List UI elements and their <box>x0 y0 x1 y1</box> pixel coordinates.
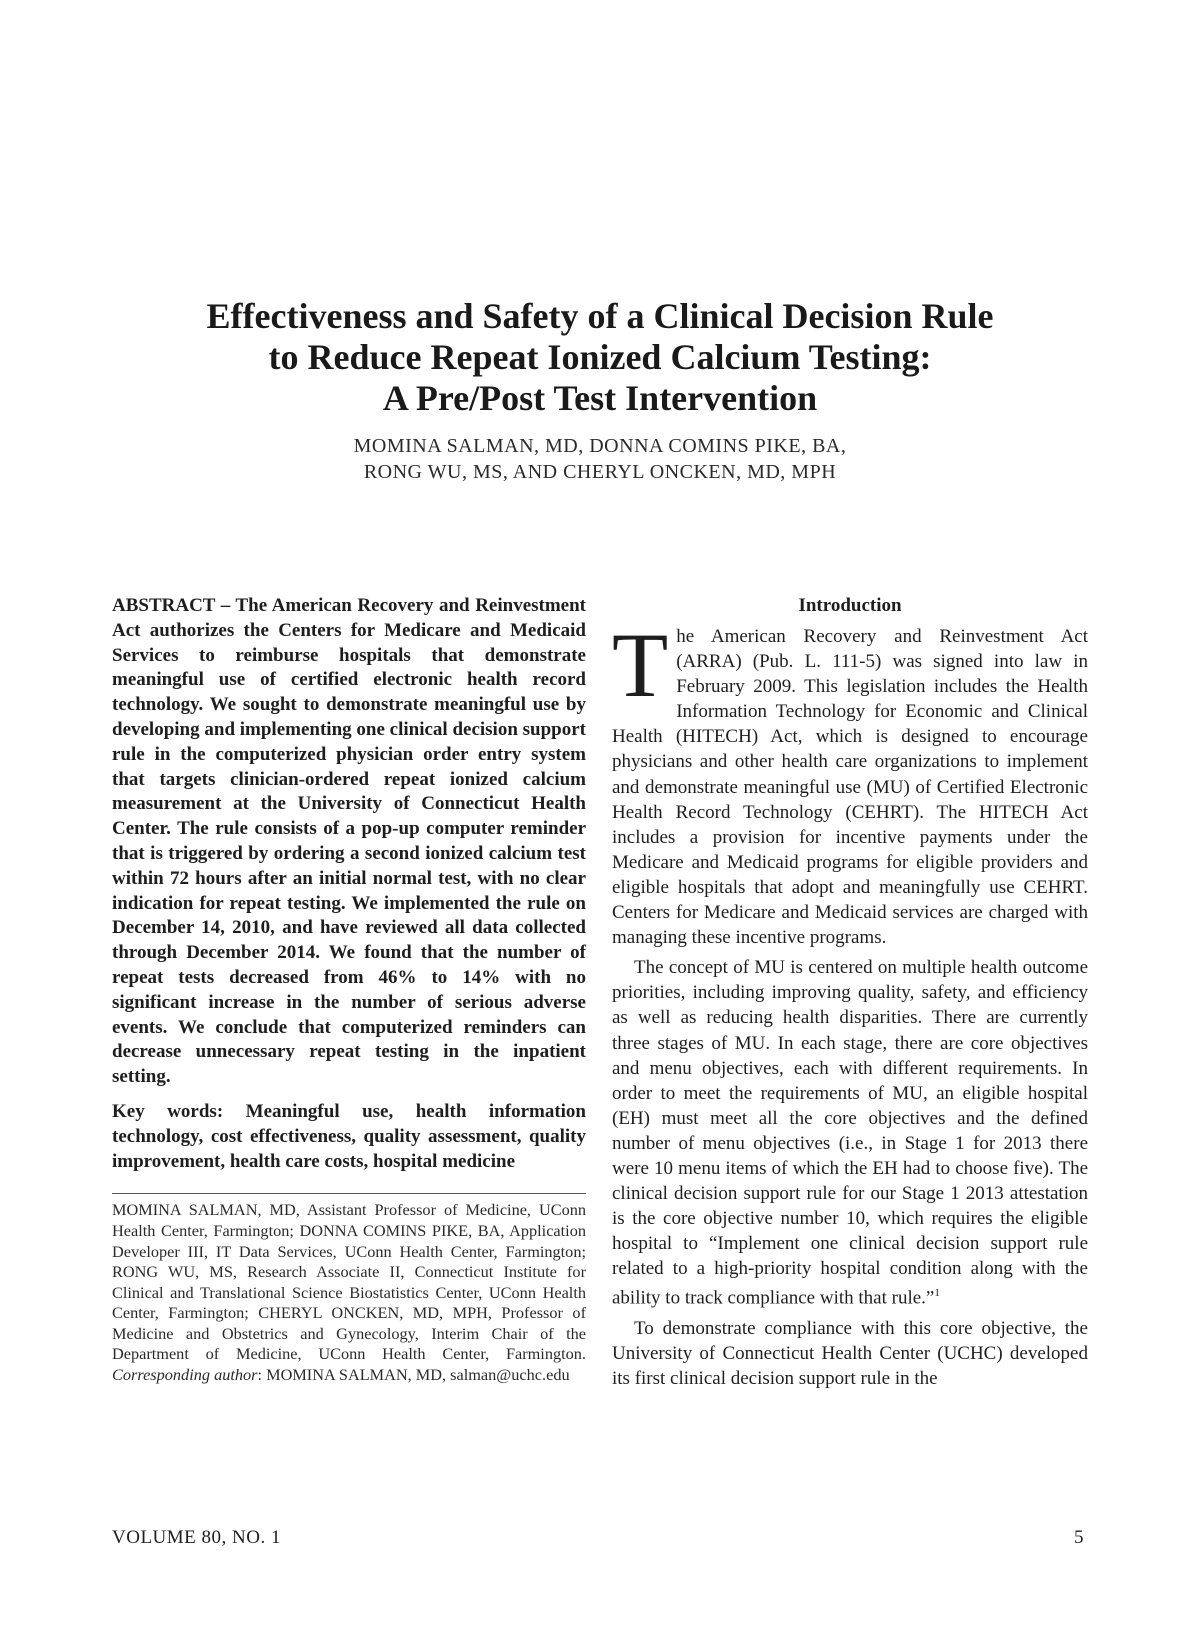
article-title <box>120 296 1080 419</box>
keywords: Key words: Meaningful use, health information technology, cost effectiveness, quality assessment, quality improvement, health care costs, hospital medicine <box>112 1100 586 1172</box>
section-heading-introduction: Introduction <box>798 595 902 616</box>
title-line: Effectiveness and Safety of a Clinical Decision Rule <box>206 296 994 336</box>
left-column <box>112 594 586 1386</box>
intro-paragraph-text: The concept of MU is centered on multiple health outcome priorities, including improving quality, safety, and efficiency as well as reducing health disparities. There are currently three stages of MU. In each stage, there are core objectives and menu objectives, each with different requirements. In order to meet the requirements of MU, an eligible hospital (EH) must meet all the core objectives and the defined number of menu objectives (i.e., in Stage 1 for 2013 there were 10 menu items of which the EH had to choose five). The clinical decision support rule for our Stage 1 2013 attestation is the core objective number 10, which requires the eligible hospital to “Implement one clinical decision support rule related to a high-priority hospital condition along with the ability to track compliance with that rule.” <box>612 957 1088 1309</box>
author-affiliations <box>112 1200 586 1385</box>
intro-paragraph-text: he American Recovery and Reinvestment Act (ARRA) (Pub. L. 111-5) was signed into law in February 2009. This legislation includes the Health Information Technology for Economic and Clinical Health (HITECH) Act, which is designed to encourage physicians and other health care organizations to implement and demonstrate meaningful use (MU) of Certified Electronic Health Record Technology (CEHRT). The HITECH Act includes a provision for incentive payments under the Medicare and Medicaid programs for eligible providers and eligible hospitals that adopt and meaningfully use CEHRT. Centers for Medicare and Medicaid services are charged with managing these incentive programs. <box>612 626 1088 949</box>
page-number: 5 <box>1074 1527 1084 1548</box>
abstract: ABSTRACT – The American Recovery and Reinvestment Act authorizes the Centers for Medicare and Medicaid Services to reimburse hospitals that demonstrate meaningful use of certified electronic health record technology. We sought to demonstrate meaningful use by developing and implementing one clinical decision support rule in the computerized physician order entry system that targets clinician-ordered repeat ionized calcium measurement at the University of Connecticut Health Center. The rule consists of a pop-up computer reminder that is triggered by ordering a second ionized calcium test within 72 hours after an initial normal test, with no clear indication for repeat testing. We implemented the rule on December 14, 2010, and have reviewed all data collected through December 2014. We found that the number of repeat tests decreased from 46% to 14% with no significant increase in the number of serious adverse events. We conclude that computerized reminders can decrease unnecessary repeat testing in the inpatient setting. <box>112 595 586 1088</box>
title-block <box>120 296 1080 485</box>
footnote-divider <box>112 1193 586 1194</box>
drop-cap: T <box>612 614 669 716</box>
author-line: RONG WU, MS, AND CHERYL ONCKEN, MD, MPH <box>363 461 837 483</box>
reference-marker: 1 <box>934 1287 940 1300</box>
corresponding-author-label: Corresponding author <box>112 1365 258 1385</box>
author-list <box>120 433 1080 485</box>
intro-paragraph <box>612 614 1088 950</box>
title-line: to Reduce Repeat Ionized Calcium Testing: <box>268 337 932 377</box>
intro-paragraph: To demonstrate compliance with this core objective, the University of Connecticut Health Center (UCHC) developed its first clinical decision support rule in the <box>612 1317 1088 1390</box>
affiliation-text: MOMINA SALMAN, MD, Assistant Professor of Medicine, UConn Health Center, Farmington; DONNA COMINS PIKE, BA, Application Developer III, IT Data Services, UConn Health Center, Farmington; RONG WU, MS, Research Associate II, Connecticut Institute for Clinical and Translational Science Biostatistics Center, UConn Health Center, Farmington; CHERYL ONCKEN, MD, MPH, Professor of Medicine and Obstetrics and Gynecology, Interim Chair of the Department of Medicine, UConn Health Center, Farmington. <box>112 1200 586 1364</box>
intro-paragraph <box>612 955 1088 1311</box>
footer-volume: VOLUME 80, NO. 1 <box>112 1527 281 1548</box>
title-line: A Pre/Post Test Intervention <box>382 378 818 418</box>
author-line: MOMINA SALMAN, MD, DONNA COMINS PIKE, BA, <box>353 435 847 457</box>
right-column <box>612 594 1088 1391</box>
corresponding-author-contact: : MOMINA SALMAN, MD, salman@uchc.edu <box>257 1365 570 1385</box>
